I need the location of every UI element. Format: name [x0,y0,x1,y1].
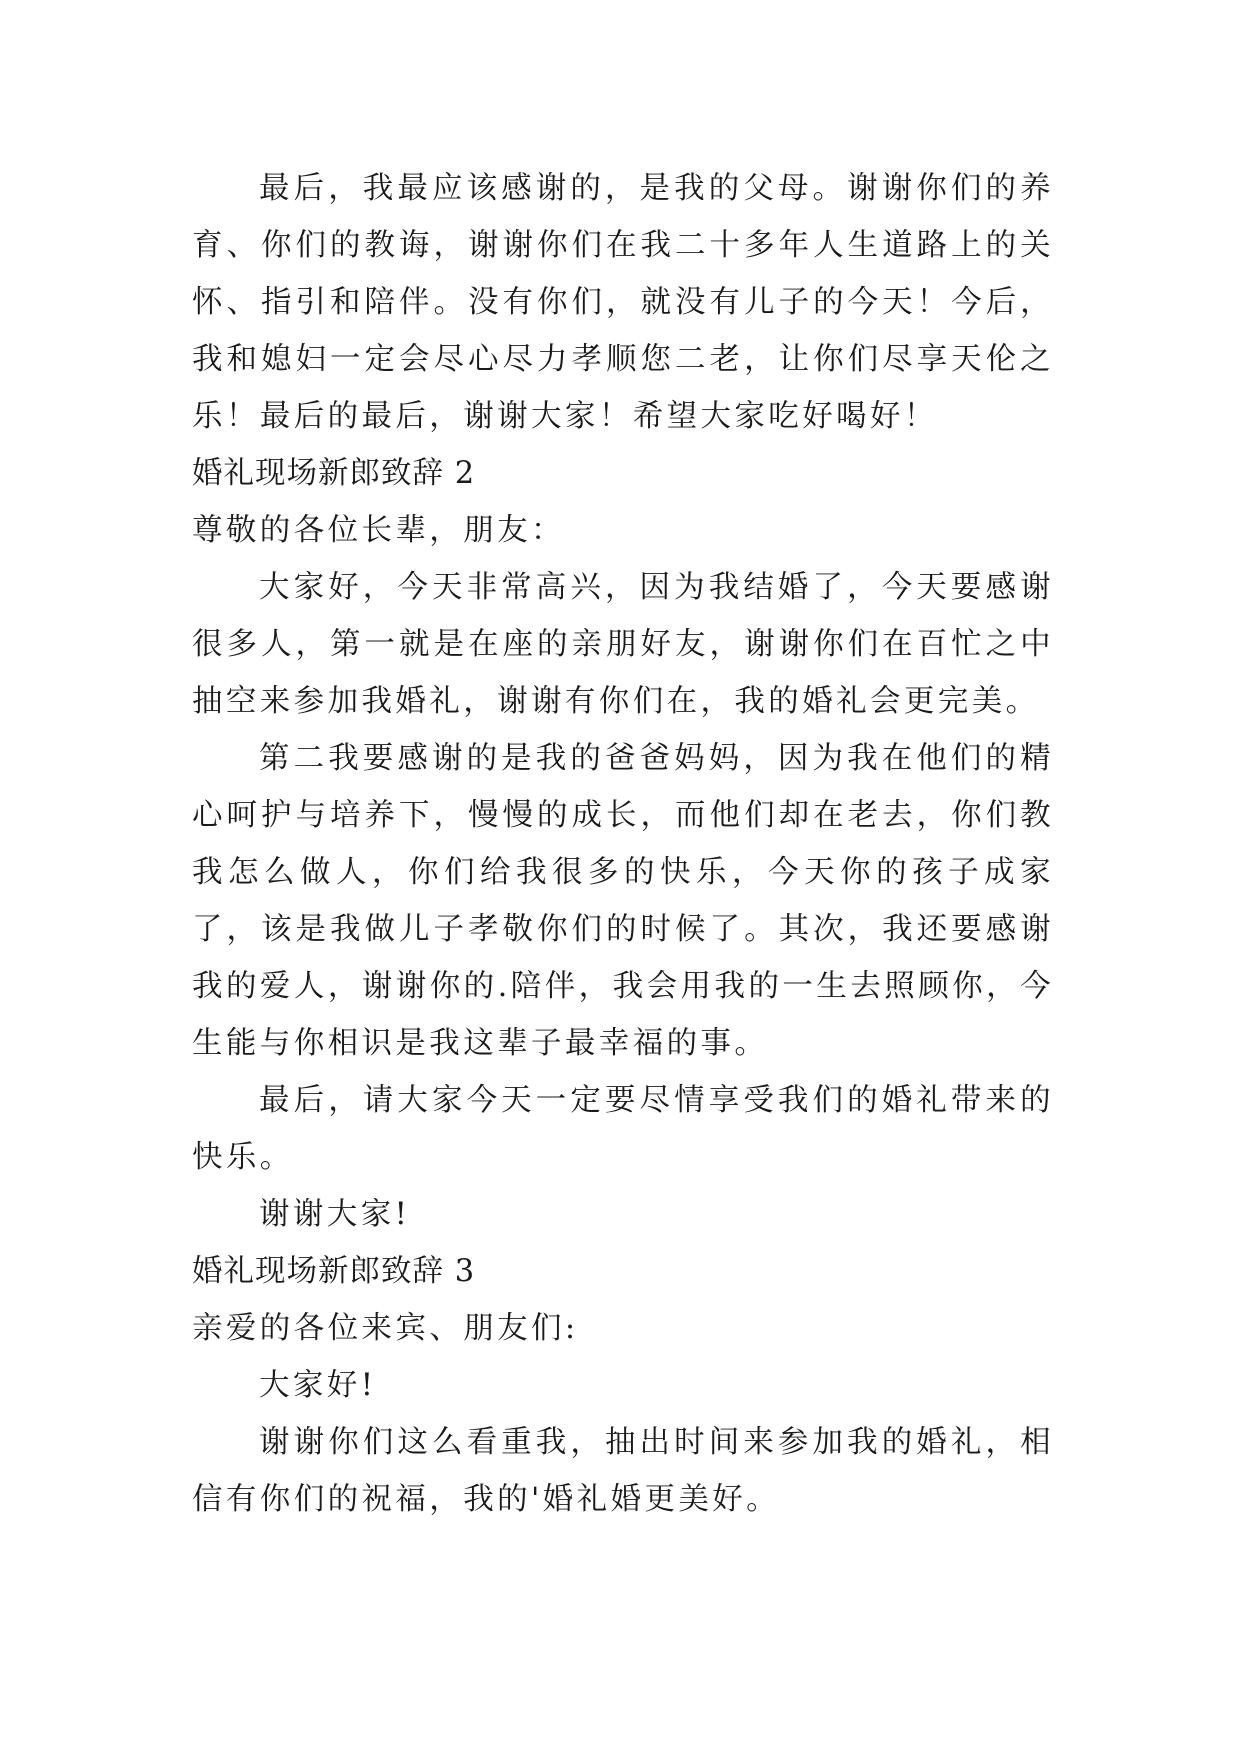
paragraph-parents-2: 第二我要感谢的是我的爸爸妈妈，因为我在他们的精心呵护与培养下，慢慢的成长，而他们却在老去，你们教我怎么做人，你们给我很多的快乐，今天你的孩子成家了，该是我做儿子孝敬你们的时候了。其次，我还要感谢我的爱人，谢谢你的.陪伴，我会用我的一生去照顾你，今生能与你相识是我这辈子最幸福的事。 [192,741,1054,1061]
document-body [192,160,1054,1528]
salutation-2: 尊敬的各位长辈，朋友： [192,513,565,548]
paragraph-thanks-parents: 最后，我最应该感谢的，是我的父母。谢谢你们的养育、你们的教诲，谢谢你们在我二十多年人生道路上的关怀、指引和陪伴。没有你们，就没有儿子的今天！今后，我和媳妇一定会尽心尽力孝顺您二老，让你们尽享天伦之乐！最后的最后，谢谢大家！希望大家吃好喝好！ [192,171,1054,434]
section-heading-3: 婚礼现场新郎致辞 3 [192,1254,476,1289]
salutation-3: 亲爱的各位来宾、朋友们: [192,1311,579,1346]
paragraph-greeting-2: 大家好，今天非常高兴，因为我结婚了，今天要感谢很多人，第一就是在座的亲朋好友，谢谢你们在百忙之中抽空来参加我婚礼，谢谢有你们在，我的婚礼会更完美。 [192,570,1054,719]
paragraph-thanks-3: 谢谢你们这么看重我，抽出时间来参加我的婚礼，相信有你们的祝福，我的'婚礼婚更美好。 [192,1425,1054,1517]
paragraph-enjoy-2: 最后，请大家今天一定要尽情享受我们的婚礼带来的快乐。 [192,1083,1054,1175]
paragraph-hello-3: 大家好! [259,1368,377,1403]
paragraph-thanks-all-2: 谢谢大家! [259,1197,411,1232]
section-heading-2: 婚礼现场新郎致辞 2 [192,456,476,491]
